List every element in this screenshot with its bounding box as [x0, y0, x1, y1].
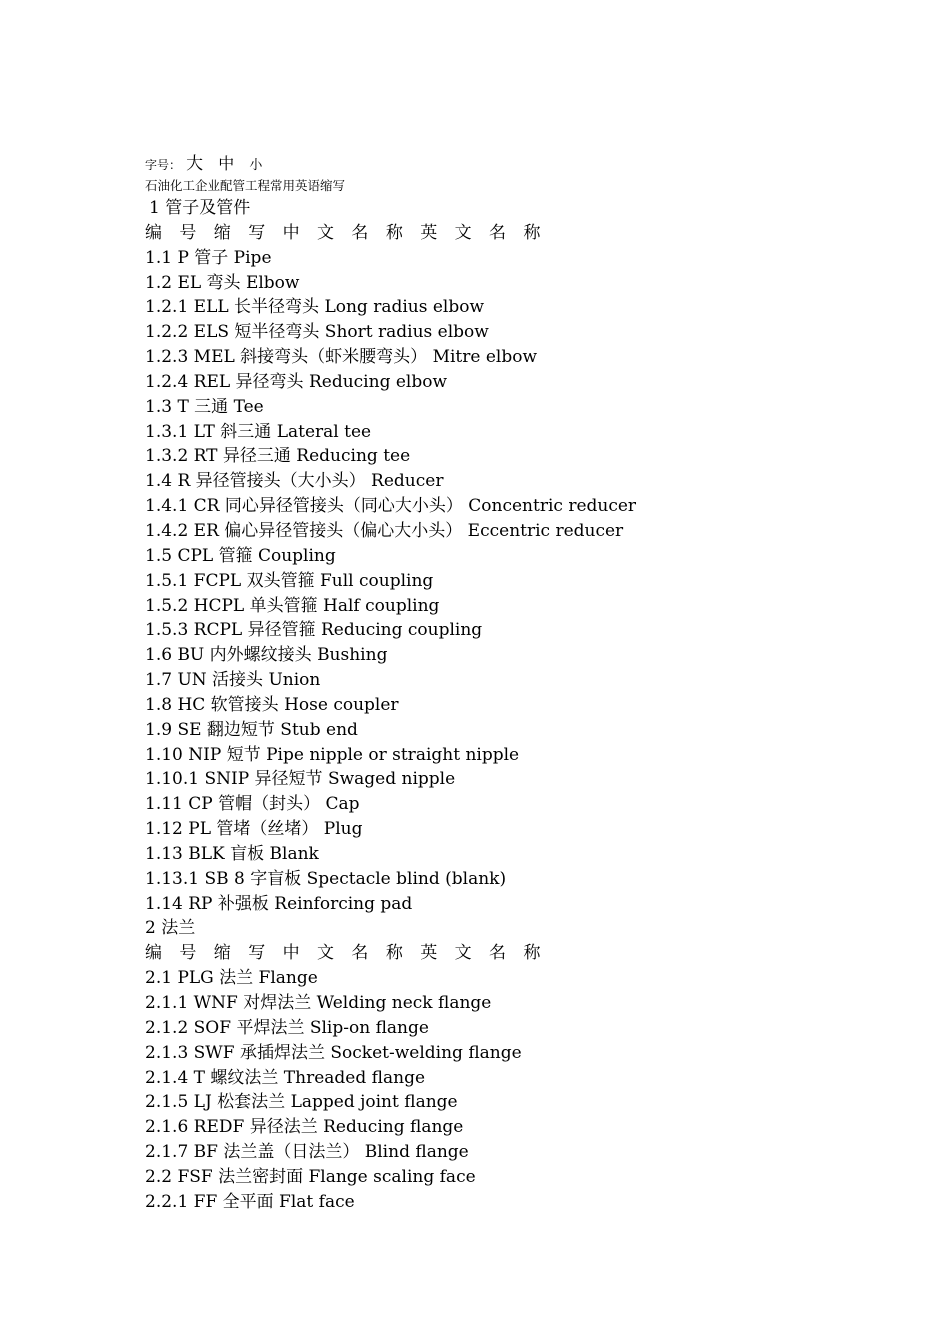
- glossary-entry: 2.1.5 LJ 松套法兰 Lapped joint flange: [145, 1092, 458, 1113]
- font-size-selector: [145, 152, 925, 176]
- font-size-large-link[interactable]: 大: [186, 154, 204, 174]
- glossary-entry: 1.5.3 RCPL 异径管箍 Reducing coupling: [145, 620, 483, 641]
- font-size-small-link[interactable]: 小: [249, 158, 263, 173]
- glossary-entry: 1.7 UN 活接头 Union: [145, 670, 321, 691]
- glossary-entry: 1.13 BLK 盲板 Blank: [145, 843, 319, 864]
- column-header-row: 编 号 缩 写 中 文 名 称 英 文 名 称: [145, 222, 547, 243]
- glossary-entry: 1.3.1 LT 斜三通 Lateral tee: [145, 421, 372, 442]
- document-title: 石油化工企业配管工程常用英语缩写: [145, 178, 346, 193]
- glossary-entry: 1.9 SE 翻边短节 Stub end: [145, 719, 358, 740]
- glossary-entry: 2.2 FSF 法兰密封面 Flange scaling face: [145, 1166, 476, 1187]
- section-heading: 2 法兰: [145, 918, 196, 939]
- column-header-row: 编 号 缩 写 中 文 名 称 英 文 名 称: [145, 943, 547, 964]
- glossary-entry: 1.5.1 FCPL 双头管箍 Full coupling: [145, 570, 434, 591]
- glossary-entry: 1.2.3 MEL 斜接弯头（虾米腰弯头） Mitre elbow: [145, 347, 538, 368]
- glossary-entry: 2.1.3 SWF 承插焊法兰 Socket-welding flange: [145, 1042, 522, 1063]
- glossary-entry: 1.6 BU 内外螺纹接头 Bushing: [145, 645, 388, 666]
- glossary-entry: 2.1.4 T 螺纹法兰 Threaded flange: [145, 1067, 426, 1088]
- glossary-entry: 1.13.1 SB 8 字盲板 Spectacle blind (blank): [145, 868, 507, 889]
- glossary-entry: 2.1 PLG 法兰 Flange: [145, 968, 318, 989]
- glossary-entry: 1.4.1 CR 同心异径管接头（同心大小头） Concentric reducer: [145, 496, 637, 517]
- glossary-entry: 1.3.2 RT 异径三通 Reducing tee: [145, 446, 411, 467]
- glossary-entry: 2.1.1 WNF 对焊法兰 Welding neck flange: [145, 993, 492, 1013]
- glossary-entry: 1.1 P 管子 Pipe: [145, 247, 272, 268]
- font-size-medium-link[interactable]: 中: [218, 154, 235, 173]
- glossary-entry: 1.8 HC 软管接头 Hose coupler: [145, 694, 399, 715]
- glossary-entry: 1.10 NIP 短节 Pipe nipple or straight nipple: [145, 744, 520, 765]
- glossary-entry: 1.2.2 ELS 短半径弯头 Short radius elbow: [145, 322, 489, 343]
- section-heading: 1 管子及管件: [149, 198, 251, 218]
- glossary-entry: 1.5.2 HCPL 单头管箍 Half coupling: [145, 595, 440, 616]
- glossary-entry: 1.2.4 REL 异径弯头 Reducing elbow: [145, 371, 448, 392]
- glossary-entry: 2.1.2 SOF 平焊法兰 Slip-on flange: [145, 1017, 429, 1038]
- glossary-entry: 1.10.1 SNIP 异径短节 Swaged nipple: [145, 769, 456, 790]
- glossary-entry: 2.1.6 REDF 异径法兰 Reducing flange: [145, 1117, 464, 1138]
- glossary-entry: 1.2.1 ELL 长半径弯头 Long radius elbow: [145, 297, 485, 318]
- glossary-entry: 1.4 R 异径管接头（大小头） Reducer: [145, 471, 444, 492]
- glossary-entry: 1.3 T 三通 Tee: [145, 396, 264, 417]
- glossary-entry: 1.4.2 ER 偏心异径管接头（偏心大小头） Eccentric reducer: [145, 520, 624, 541]
- glossary-entry: 1.5 CPL 管箍 Coupling: [145, 545, 336, 566]
- font-size-label: 字号：: [145, 158, 182, 172]
- glossary-entry: 1.11 CP 管帽（封头） Cap: [145, 794, 360, 815]
- glossary-entry: 1.14 RP 补强板 Reinforcing pad: [145, 893, 413, 914]
- glossary-entry: 1.2 EL 弯头 Elbow: [145, 272, 300, 293]
- document-page: [145, 152, 925, 1215]
- document-body: [145, 196, 925, 1215]
- glossary-entry: 2.1.7 BF 法兰盖（日法兰） Blind flange: [145, 1142, 469, 1163]
- glossary-entry: 1.12 PL 管堵（丝堵） Plug: [145, 819, 363, 840]
- glossary-entry: 2.2.1 FF 全平面 Flat face: [145, 1191, 355, 1212]
